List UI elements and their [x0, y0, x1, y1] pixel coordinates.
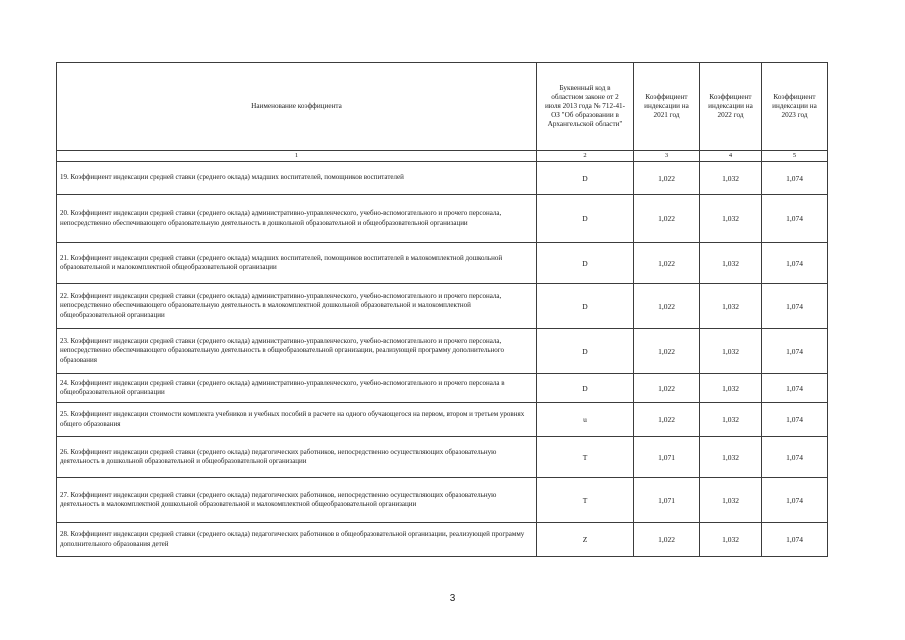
table-row — [57, 478, 828, 523]
letter-code: D — [537, 162, 634, 195]
value-2023: 1,074 — [762, 329, 828, 374]
column-number: 3 — [634, 151, 700, 162]
value-2023: 1,074 — [762, 243, 828, 284]
coefficient-name: 25. Коэффициент индексации стоимости комплекта учебников и учебных пособий в расчете на одного обучающегося на первом, втором и третьем уровнях общего образования — [57, 403, 537, 437]
coefficient-name: 27. Коэффициент индексации средней ставки (среднего оклада) педагогических работников, непосредственно осуществляющих образовательную деятельность в малокомплектной дошкольной образовательной и малокомплектной общеобразовательной организации — [57, 478, 537, 523]
value-2022: 1,032 — [700, 478, 762, 523]
table-row — [57, 162, 828, 195]
column-number-row — [57, 151, 828, 162]
value-2022: 1,032 — [700, 437, 762, 478]
table-row — [57, 243, 828, 284]
value-2023: 1,074 — [762, 478, 828, 523]
value-2022: 1,032 — [700, 243, 762, 284]
coefficient-table-container — [56, 62, 828, 557]
table-row — [57, 437, 828, 478]
value-2022: 1,032 — [700, 284, 762, 329]
column-number: 5 — [762, 151, 828, 162]
value-2021: 1,022 — [634, 162, 700, 195]
letter-code: D — [537, 195, 634, 243]
value-2021: 1,071 — [634, 478, 700, 523]
coefficient-name: 21. Коэффициент индексации средней ставки (среднего оклада) младших воспитателей, помощников воспитателей в малокомплектной дошкольной образовательной и малокомплектной общеобразовательной организации — [57, 243, 537, 284]
value-2023: 1,074 — [762, 374, 828, 403]
coefficient-name: 19. Коэффициент индексации средней ставки (среднего оклада) младших воспитателей, помощников воспитателей — [57, 162, 537, 195]
coefficient-name: 23. Коэффициент индексации средней ставки (среднего оклада) административно-управленческого, учебно-вспомогательного и прочего персонала, непосредственно обеспечивающего образовательную деятельность в общеобразовательной организации, реализующей программу дополнительного образования — [57, 329, 537, 374]
value-2021: 1,071 — [634, 437, 700, 478]
letter-code: T — [537, 437, 634, 478]
value-2023: 1,074 — [762, 195, 828, 243]
header-coefficient-2023: Коэффициент индексации на 2023 год — [762, 63, 828, 151]
table-row — [57, 329, 828, 374]
coefficient-name: 26. Коэффициент индексации средней ставки (среднего оклада) педагогических работников, непосредственно осуществляющих образовательную деятельность в дошкольной образовательной и общеобразовательной организации — [57, 437, 537, 478]
page-number: 3 — [449, 593, 456, 604]
value-2023: 1,074 — [762, 162, 828, 195]
header-coefficient-name: Наименование коэффициента — [57, 63, 537, 151]
coefficient-name: 20. Коэффициент индексации средней ставки (среднего оклада) административно-управленческого, учебно-вспомогательного и прочего персонала, непосредственно обеспечивающего образовательную деятельность в дошкольной образовательной и общеобразовательной организации — [57, 195, 537, 243]
table-row — [57, 374, 828, 403]
letter-code: D — [537, 284, 634, 329]
value-2022: 1,032 — [700, 329, 762, 374]
column-number: 1 — [57, 151, 537, 162]
table-row — [57, 195, 828, 243]
value-2021: 1,022 — [634, 523, 700, 557]
value-2021: 1,022 — [634, 243, 700, 284]
coefficient-name: 28. Коэффициент индексации средней ставки (среднего оклада) педагогических работников в общеобразовательной организации, реализующей программу дополнительного образования детей — [57, 523, 537, 557]
letter-code: D — [537, 329, 634, 374]
value-2021: 1,022 — [634, 284, 700, 329]
value-2023: 1,074 — [762, 523, 828, 557]
value-2023: 1,074 — [762, 403, 828, 437]
value-2021: 1,022 — [634, 329, 700, 374]
letter-code: u — [537, 403, 634, 437]
header-coefficient-2022: Коэффициент индексации на 2022 год — [700, 63, 762, 151]
coefficient-name: 22. Коэффициент индексации средней ставки (среднего оклада) административно-управленческого, учебно-вспомогательного и прочего персонала, непосредственно обеспечивающего образовательную деятельность в малокомплектной дошкольной образовательной и малокомплектной общеобразовательной организации — [57, 284, 537, 329]
value-2021: 1,022 — [634, 374, 700, 403]
table-header-row — [57, 63, 828, 151]
coefficient-name: 24. Коэффициент индексации средней ставки (среднего оклада) административно-управленческого, учебно-вспомогательного и прочего персонала в общеобразовательной организации — [57, 374, 537, 403]
header-coefficient-2021: Коэффициент индексации на 2021 год — [634, 63, 700, 151]
table-row — [57, 284, 828, 329]
value-2022: 1,032 — [700, 523, 762, 557]
value-2022: 1,032 — [700, 195, 762, 243]
header-letter-code: Буквенный код в областном законе от 2 июля 2013 года № 712-41-ОЗ "Об образовании в Архангельской области" — [537, 63, 634, 151]
coefficient-table — [56, 62, 828, 557]
value-2023: 1,074 — [762, 437, 828, 478]
value-2022: 1,032 — [700, 403, 762, 437]
value-2023: 1,074 — [762, 284, 828, 329]
letter-code: D — [537, 374, 634, 403]
table-row — [57, 523, 828, 557]
letter-code: Z — [537, 523, 634, 557]
value-2022: 1,032 — [700, 374, 762, 403]
column-number: 4 — [700, 151, 762, 162]
letter-code: D — [537, 243, 634, 284]
letter-code: T — [537, 478, 634, 523]
value-2022: 1,032 — [700, 162, 762, 195]
column-number: 2 — [537, 151, 634, 162]
value-2021: 1,022 — [634, 403, 700, 437]
value-2021: 1,022 — [634, 195, 700, 243]
table-row — [57, 403, 828, 437]
